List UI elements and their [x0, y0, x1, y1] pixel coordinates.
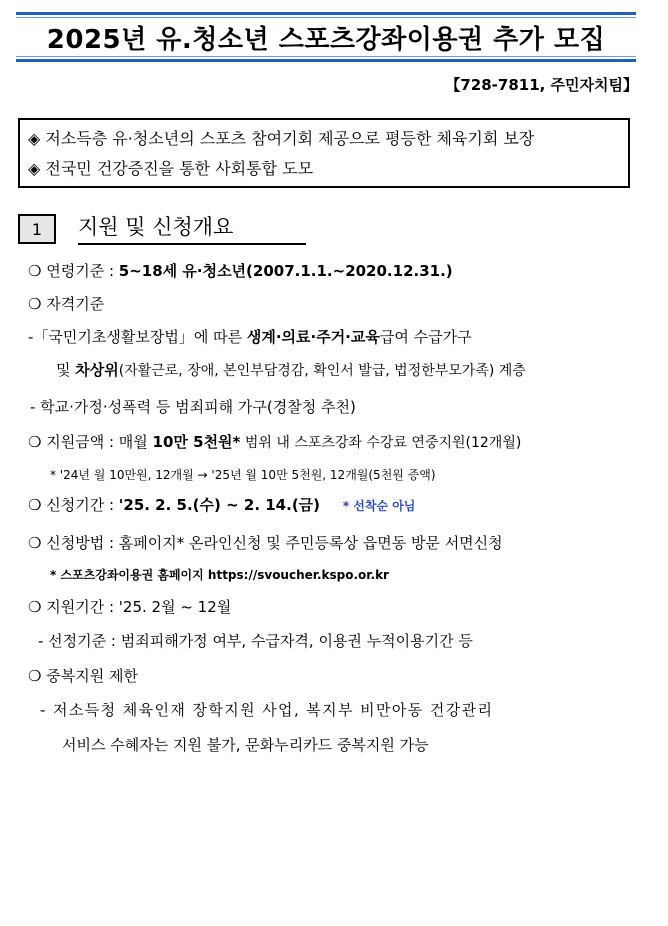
qualification-label: 자격기준 [46, 295, 105, 313]
method-note: * 스포츠강좌이용권 홈페이지 https://svoucher.kspo.or.kr [50, 568, 389, 582]
qualification-heading [28, 293, 104, 314]
period-value: '25. 2. 5.(수) ~ 2. 14.(금) [118, 496, 321, 514]
qual-bold: 생계·의료·주거·교육 [246, 328, 380, 346]
duplicate-line-2: 서비스 수혜자는 지원 불가, 문화누리카드 중복지원 가능 [62, 736, 429, 754]
page-title: 2025년 유.청소년 스포츠강좌이용권 추가 모집 [46, 24, 606, 55]
age-line [28, 260, 453, 281]
amount-label: 지원금액 : 매월 [46, 433, 153, 451]
age-value: 5~18세 유·청소년(2007.1.1.~2020.12.31.) [118, 262, 453, 280]
section-title: 지원 및 신청개요 [78, 211, 306, 245]
amount-note: * '24년 월 10만원, 12개월 → '25년 월 10만 5천원, 12개월(5천원 증액) [50, 468, 436, 482]
contact-info: 【728-7811, 주민자치팀】 [445, 76, 638, 94]
bullet-icon: ❍ [28, 667, 42, 685]
qualification-line-2 [56, 359, 526, 380]
summary-line-2: ◈ 전국민 건강증진을 통한 사회통합 도모 [28, 159, 314, 178]
qual-bold: 차상위 [75, 361, 119, 379]
period-line [28, 494, 415, 515]
age-label: 연령기준 : [46, 262, 119, 280]
support-period-line [28, 596, 231, 617]
amount-line [28, 431, 521, 452]
section-number: 1 [18, 214, 56, 244]
bullet-icon: ❍ [28, 262, 42, 280]
qual-text: 및 [56, 361, 76, 379]
period-note: * 선착순 아님 [342, 499, 416, 513]
title-banner [16, 12, 636, 62]
qualification-line-1 [28, 326, 472, 347]
summary-box [18, 118, 630, 188]
support-period-text: 지원기간 : '25. 2월 ~ 12월 [46, 598, 232, 616]
bullet-icon: ❍ [28, 598, 42, 616]
bullet-icon: ❍ [28, 496, 42, 514]
duplicate-line-1: - 저소득청 체육인재 장학지원 사업, 복지부 비만아동 건강관리 [40, 701, 494, 719]
qual-text: 급여 수급가구 [379, 328, 472, 346]
period-label: 신청기간 : [46, 496, 119, 514]
summary-line-1: ◈ 저소득층 유·청소년의 스포츠 참여기회 제공으로 평등한 체육기회 보장 [28, 129, 535, 148]
method-text: 신청방법 : 홈페이지* 온라인신청 및 주민등록상 읍면동 방문 서면신청 [46, 534, 503, 552]
qual-text: -「국민기초생활보장법」에 따른 [28, 328, 247, 346]
bullet-icon: ❍ [28, 295, 42, 313]
method-line [28, 532, 503, 553]
bullet-icon: ❍ [28, 534, 42, 552]
duplicate-heading [28, 665, 138, 686]
bullet-icon: ❍ [28, 433, 42, 451]
amount-value: 10만 5천원* [152, 433, 241, 451]
amount-rest: 범위 내 스포츠강좌 수강료 연중지원(12개월) [240, 435, 522, 451]
duplicate-label: 중복지원 제한 [46, 667, 138, 685]
qual-text: (자활근로, 장애, 본인부담경감, 확인서 발급, 법정한부모가족) 계층 [118, 363, 526, 379]
qualification-line-3: - 학교·가정·성폭력 등 범죄피해 가구(경찰청 추천) [30, 398, 356, 416]
criteria-line: - 선정기준 : 범죄피해가정 여부, 수급자격, 이용권 누적이용기간 등 [38, 632, 473, 650]
